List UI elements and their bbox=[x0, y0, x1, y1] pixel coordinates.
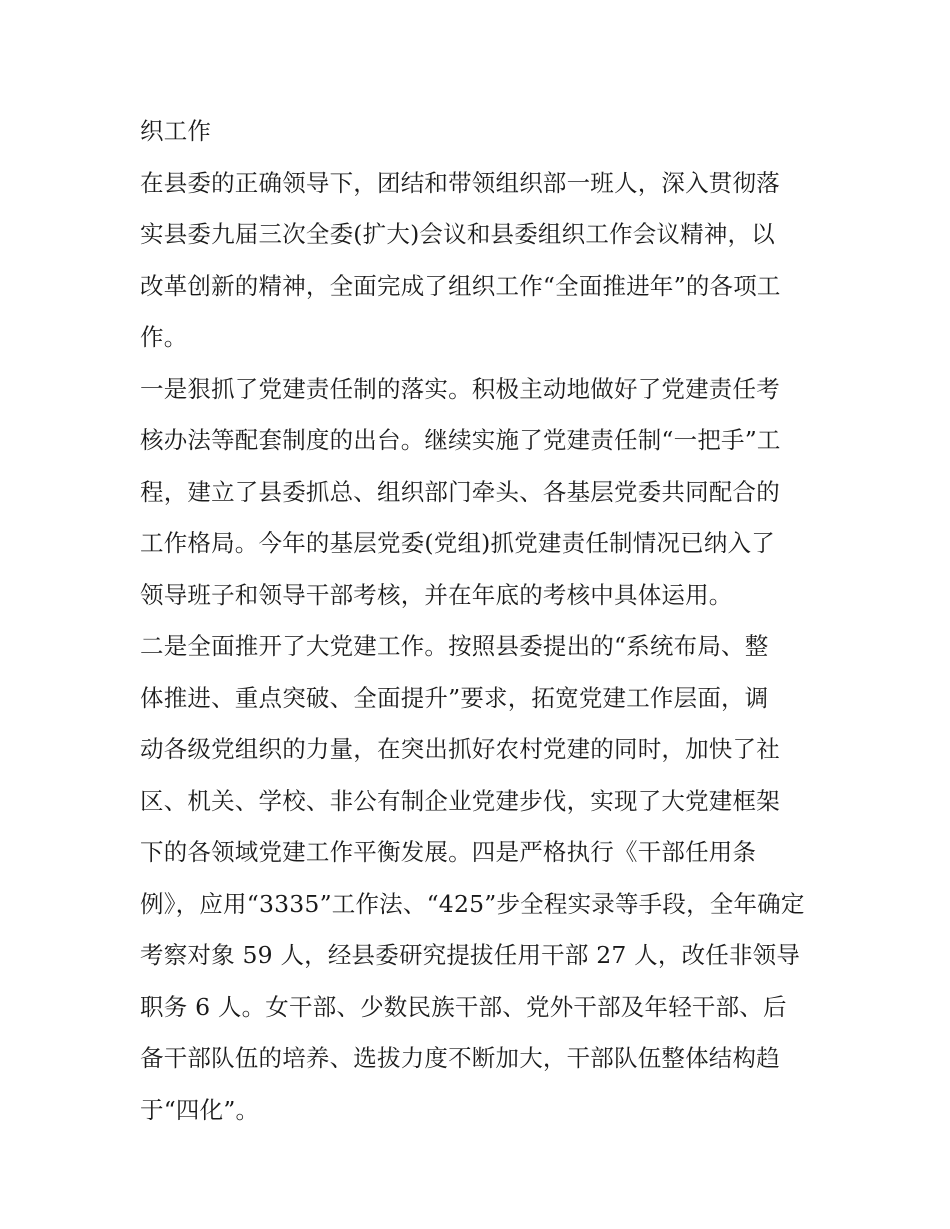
text-line: 例》，应用“3335”工作法、“425”步全程实录等手段，全年确定 bbox=[140, 889, 805, 918]
text-line: 动各级党组织的力量，在突出抓好农村党建的同时，加快了社 bbox=[140, 735, 780, 763]
text-line: 领导班子和领导干部考核，并在年底的考核中具体运用。 bbox=[140, 580, 733, 609]
text-line: 职务 6 人。女干部、少数民族干部、党外干部及年轻干部、后 bbox=[140, 992, 787, 1021]
text-line: 作。 bbox=[140, 323, 188, 351]
text-line: 程，建立了县委抓总、组织部门牵头、各基层党委共同配合的 bbox=[140, 477, 780, 506]
text-line: 于“四化”。 bbox=[140, 1095, 260, 1124]
text-line: 工作格局。今年的基层党委(党组)抓党建责任制情况已纳入了 bbox=[140, 529, 775, 557]
text-line: 在县委的正确领导下，团结和带领组织部一班人，深入贯彻落 bbox=[140, 168, 780, 197]
text-line: 区、机关、学校、非公有制企业党建步伐，实现了大党建框架 bbox=[140, 786, 780, 815]
text-line: 备干部队伍的培养、选拔力度不断加大，干部队伍整体结构趋 bbox=[140, 1044, 780, 1072]
text-line: 体推进、重点突破、全面提升”要求，拓宽党建工作层面，调 bbox=[140, 683, 769, 712]
text-line: 核办法等配套制度的出台。继续实施了党建责任制“一把手”工 bbox=[140, 426, 781, 454]
text-line: 一是狠抓了党建责任制的落实。积极主动地做好了党建责任考 bbox=[140, 374, 780, 403]
text-line: 改革创新的精神，全面完成了组织工作“全面推进年”的各项工 bbox=[140, 271, 781, 300]
text-line: 考察对象 59 人，经县委研究提拔任用干部 27 人，改任非领导 bbox=[140, 941, 801, 969]
document-body bbox=[140, 106, 812, 1136]
text-line: 织工作 bbox=[140, 117, 212, 145]
text-line: 下的各领域党建工作平衡发展。四是严格执行《干部任用条 bbox=[140, 838, 757, 866]
text-line: 实县委九届三次全委(扩大)会议和县委组织工作会议精神，以 bbox=[140, 220, 775, 248]
text-line: 二是全面推开了大党建工作。按照县委提出的“系统布局、整 bbox=[140, 632, 769, 660]
